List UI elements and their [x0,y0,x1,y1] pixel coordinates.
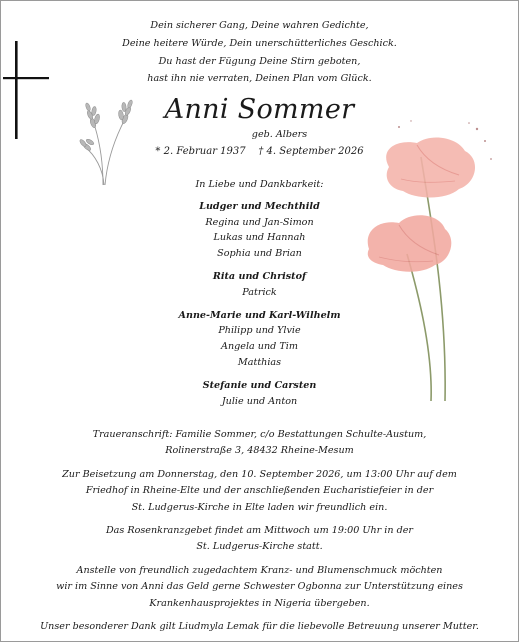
mourners-intro: In Liebe und Dankbarkeit: [195,179,324,190]
address-line: Traueranschrift: Familie Sommer, c/o Bestattungen Schulte-Austum, [92,429,427,440]
family-member: Patrick [242,286,277,298]
notice-footer [1,427,518,641]
mourners-list [1,177,518,416]
donation-request [1,563,518,612]
deceased-name: Anni Sommer [164,94,355,125]
family-group [1,308,518,371]
maiden-name: geb. Albers [251,129,308,140]
family-member: Sophia und Brian [217,248,302,260]
donation-line: wir im Sinne von Anni das Geld gerne Schwester Ogbonna zur Unterstützung eines [56,581,463,593]
address-line: Rolinerstraße 3, 48432 Rheine-Mesum [165,445,354,457]
rosary-line: St. Ludgerus-Kirche statt. [196,541,323,553]
poem [1,17,518,88]
thanks-note: Unser besonderer Dank gilt Liudmyla Lemak für die liebevolle Betreuung unserer Mutter. [40,621,479,633]
life-dates: * 2. Februar 1937 † 4. September 2026 [155,146,364,157]
poem-line: Deine heitere Würde, Dein unerschütterliches Geschick. [122,37,397,49]
family-head: Ludger und Mechthild [199,200,320,212]
funeral-line: Friedhof in Rheine-Elte und der anschließenden Eucharistiefeier in der [85,485,434,497]
donation-line: Anstelle von freundlich zugedachtem Kranz- und Blumenschmuck möchten [76,564,443,576]
funeral-line: St. Ludgerus-Kirche in Elte laden wir freundlich ein. [131,501,388,513]
rosary-details [1,523,518,556]
funeral-line: Zur Beisetzung am Donnerstag, den 10. September 2026, um 13:00 Uhr auf dem [62,468,457,480]
funeral-details [1,467,518,516]
family-member: Regina und Jan-Simon [205,216,314,228]
family-member: Matthias [237,356,282,368]
family-group [1,199,518,262]
rosary-line: Das Rosenkranzgebet findet am Mittwoch um 19:00 Uhr in der [105,525,414,537]
funeral-address [1,427,518,460]
family-member: Julie und Anton [221,395,298,407]
family-group [1,378,518,410]
family-head: Stefanie und Carsten [202,379,317,391]
family-head: Anne-Marie und Karl-Wilhelm [178,309,341,321]
poem-line: Dein sicherer Gang, Deine wahren Gedichte, [150,20,369,31]
donation-line: Krankenhausprojektes in Nigeria übergeben. [149,597,370,609]
poem-line: hast ihn nie verraten, Deinen Plan vom Glück. [147,73,372,85]
family-member: Angela und Tim [221,341,298,353]
family-group [1,269,518,301]
family-member: Philipp und Ylvie [218,325,301,337]
poem-line: Du hast der Fügung Deine Stirn geboten, [158,55,361,67]
family-member: Lukas und Hannah [213,232,306,244]
family-head: Rita und Christof [212,270,307,282]
